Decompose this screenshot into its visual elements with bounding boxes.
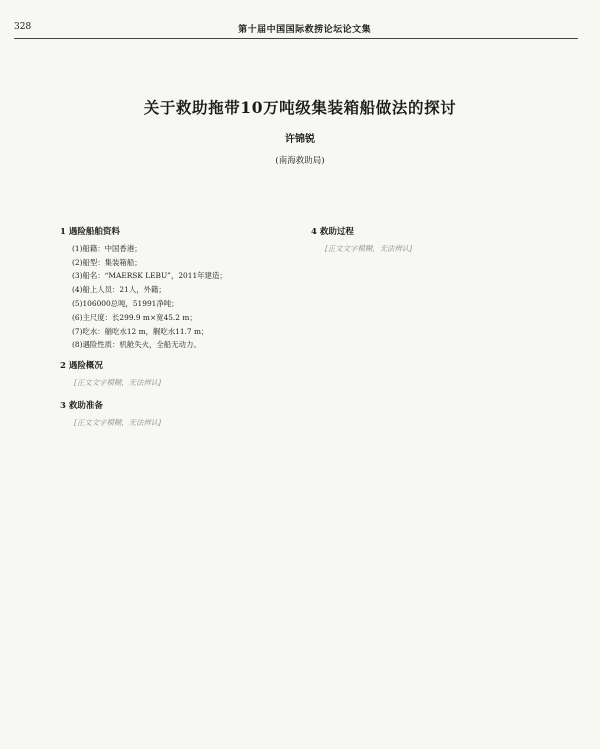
section-heading-1: 1 遇险船舶资料	[60, 227, 120, 237]
running-header	[14, 22, 578, 39]
section-heading-3: 3 救助准备	[60, 400, 103, 411]
section-3-body: [正文文字模糊，无法辨认]	[74, 417, 162, 427]
section-heading-4: 4 救助过程	[311, 227, 354, 237]
list-item: (5)106000总吨，51991净吨；	[72, 298, 179, 308]
list-item: (6)主尺度：长299.9 m×宽45.2 m；	[72, 312, 197, 322]
page-number: 328	[14, 22, 32, 32]
section-2-body: [正文文字模糊，无法辨认]	[74, 377, 162, 387]
section-heading-2: 2 遇险概况	[60, 361, 103, 372]
list-item: (1)船籍：中国香港；	[72, 243, 142, 253]
list-item: (3)船名：“MAERSK LEBU”，2011年建造；	[72, 271, 227, 281]
section-4-body: [正文文字模糊，无法辨认]	[325, 243, 413, 253]
list-item: (7)吃水：艏吃水12 m，艉吃水11.7 m；	[72, 326, 209, 336]
journal-title: 第十届中国国际救捞论坛论文集	[238, 25, 372, 35]
list-item: (2)船型：集装箱船；	[72, 257, 142, 267]
author: 许锦锐	[285, 134, 315, 145]
affiliation: (南海救助局)	[275, 156, 325, 166]
left-column	[60, 226, 322, 439]
right-column	[311, 226, 573, 266]
list-item: (4)船上人员：21人，外籍；	[72, 285, 166, 295]
article-title: 关于救助拖带10万吨级集装箱船做法的探讨	[143, 98, 457, 117]
list-item: (8)遇险性质：机舱失火，全船无动力。	[72, 340, 201, 350]
